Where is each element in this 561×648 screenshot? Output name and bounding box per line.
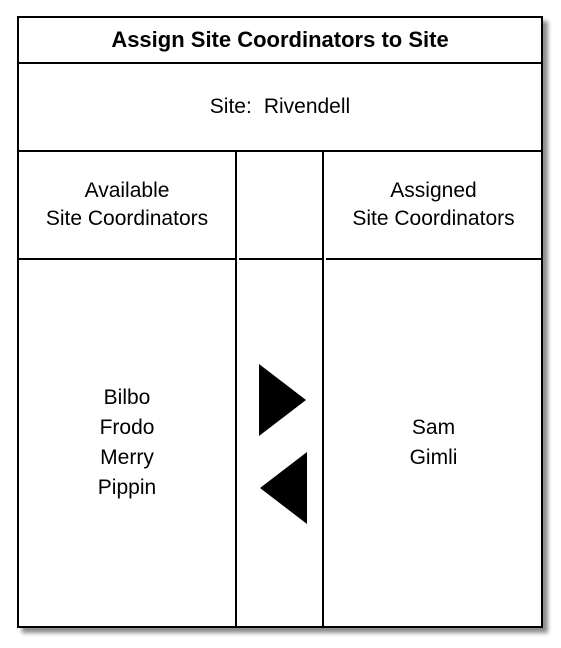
list-item[interactable]: Sam — [411, 416, 456, 439]
available-header-line2: Site Coordinators — [45, 207, 209, 230]
available-column — [19, 152, 237, 626]
list-item[interactable]: Bilbo — [103, 386, 151, 409]
available-header-line1: Available — [84, 179, 170, 202]
transfer-controls-column — [239, 152, 324, 626]
list-item[interactable]: Gimli — [409, 446, 458, 469]
transfer-controls — [239, 260, 322, 626]
assign-coordinators-panel — [17, 16, 543, 628]
page-title — [19, 18, 541, 64]
site-row — [19, 64, 541, 152]
list-item[interactable]: Frodo — [99, 416, 155, 439]
assigned-header-line2: Site Coordinators — [352, 207, 515, 230]
site-value: Rivendell — [263, 95, 351, 118]
list-item[interactable]: Pippin — [97, 476, 157, 499]
available-list — [19, 260, 235, 626]
site-label: Site: — [209, 95, 252, 118]
assigned-list — [326, 260, 541, 626]
assigned-header-line1: Assigned — [390, 179, 477, 202]
list-item[interactable]: Merry — [100, 446, 154, 469]
unassign-button[interactable] — [259, 452, 307, 524]
assign-button[interactable] — [259, 364, 307, 436]
triangle-right-icon — [259, 364, 307, 436]
available-header — [19, 152, 235, 260]
controls-header-empty — [239, 152, 322, 260]
triangle-left-icon — [259, 452, 307, 524]
title-text: Assign Site Coordinators to Site — [111, 27, 449, 52]
assigned-column — [326, 152, 541, 626]
assigned-header — [326, 152, 541, 260]
